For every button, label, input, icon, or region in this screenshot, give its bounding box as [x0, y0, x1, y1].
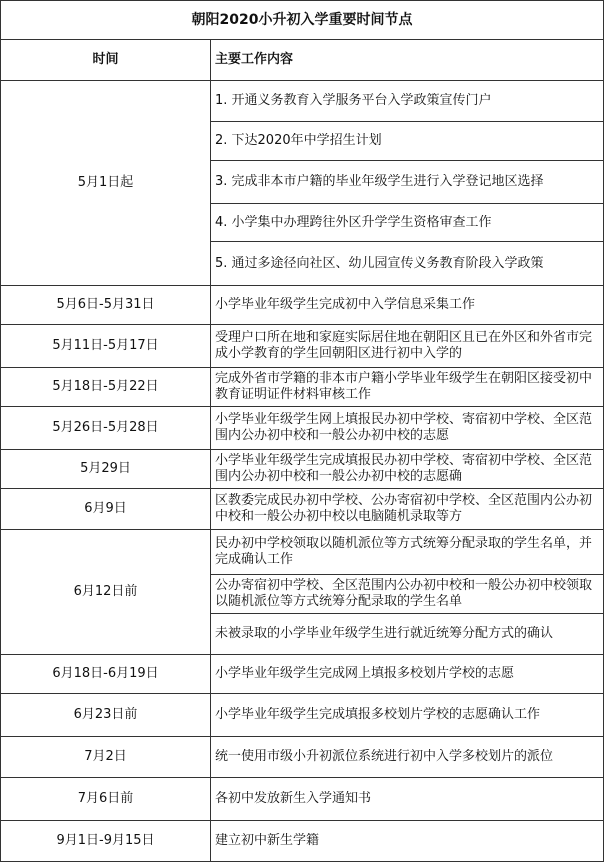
table-row — [1, 407, 604, 450]
table-row — [1, 821, 604, 862]
date-cell: 5月1日起 — [1, 81, 211, 286]
table-row — [1, 450, 604, 489]
table-row — [1, 694, 604, 737]
date-cell: 5月6日-5月31日 — [1, 286, 211, 325]
content-cell: 公办寄宿初中学校、全区范围内公办初中校和一般公办初中校领取以随机派位等方式统筹分配录取的学生名单 — [211, 575, 604, 614]
title-row — [1, 1, 604, 40]
content-cell: 小学毕业年级学生完成填报多校划片学校的志愿确认工作 — [211, 694, 604, 737]
content-cell: 1. 开通义务教育入学服务平台入学政策宣传门户 — [211, 81, 604, 122]
table-row — [1, 530, 604, 575]
content-cell: 小学毕业年级学生完成初中入学信息采集工作 — [211, 286, 604, 325]
content-cell: 小学毕业年级学生网上填报民办初中学校、寄宿初中学校、全区范围内公办初中校和一般公办初中校的志愿 — [211, 407, 604, 450]
content-cell: 受理户口所在地和家庭实际居住地在朝阳区且已在外区和外省市完成小学教育的学生回朝阳区进行初中入学的 — [211, 325, 604, 368]
header-row — [1, 40, 604, 81]
date-cell: 5月11日-5月17日 — [1, 325, 211, 368]
table-row — [1, 655, 604, 694]
date-cell: 9月1日-9月15日 — [1, 821, 211, 862]
table-row — [1, 286, 604, 325]
table-row — [1, 737, 604, 778]
date-cell: 6月9日 — [1, 489, 211, 530]
content-cell: 完成外省市学籍的非本市户籍小学毕业年级学生在朝阳区接受初中教育证明证件材料审核工作 — [211, 368, 604, 407]
content-cell: 5. 通过多途径向社区、幼儿园宣传义务教育阶段入学政策 — [211, 242, 604, 286]
date-cell: 7月2日 — [1, 737, 211, 778]
content-cell: 3. 完成非本市户籍的毕业年级学生进行入学登记地区选择 — [211, 161, 604, 204]
date-cell: 7月6日前 — [1, 778, 211, 821]
table-row — [1, 81, 604, 122]
content-cell: 小学毕业年级学生完成网上填报多校划片学校的志愿 — [211, 655, 604, 694]
content-cell: 小学毕业年级学生完成填报民办初中学校、寄宿初中学校、全区范围内公办初中校和一般公办初中校的志愿确 — [211, 450, 604, 489]
content-cell: 建立初中新生学籍 — [211, 821, 604, 862]
table-row — [1, 489, 604, 530]
date-cell: 6月12日前 — [1, 530, 211, 655]
content-cell: 2. 下达2020年中学招生计划 — [211, 122, 604, 161]
table-title: 朝阳2020小升初入学重要时间节点 — [1, 1, 604, 40]
content-cell: 各初中发放新生入学通知书 — [211, 778, 604, 821]
content-cell: 未被录取的小学毕业年级学生进行就近统筹分配方式的确认 — [211, 614, 604, 655]
date-cell: 5月29日 — [1, 450, 211, 489]
content-cell: 民办初中学校领取以随机派位等方式统筹分配录取的学生名单，并完成确认工作 — [211, 530, 604, 575]
table-row — [1, 368, 604, 407]
header-time: 时间 — [1, 40, 211, 81]
content-cell: 4. 小学集中办理跨往外区升学学生资格审查工作 — [211, 204, 604, 242]
content-cell: 区教委完成民办初中学校、公办寄宿初中学校、全区范围内公办初中校和一般公办初中校以电脑随机录取等方 — [211, 489, 604, 530]
date-cell: 6月23日前 — [1, 694, 211, 737]
table-row — [1, 325, 604, 368]
date-cell: 6月18日-6月19日 — [1, 655, 211, 694]
date-cell: 5月18日-5月22日 — [1, 368, 211, 407]
table-row — [1, 778, 604, 821]
header-content: 主要工作内容 — [211, 40, 604, 81]
content-cell: 统一使用市级小升初派位系统进行初中入学多校划片的派位 — [211, 737, 604, 778]
date-cell: 5月26日-5月28日 — [1, 407, 211, 450]
